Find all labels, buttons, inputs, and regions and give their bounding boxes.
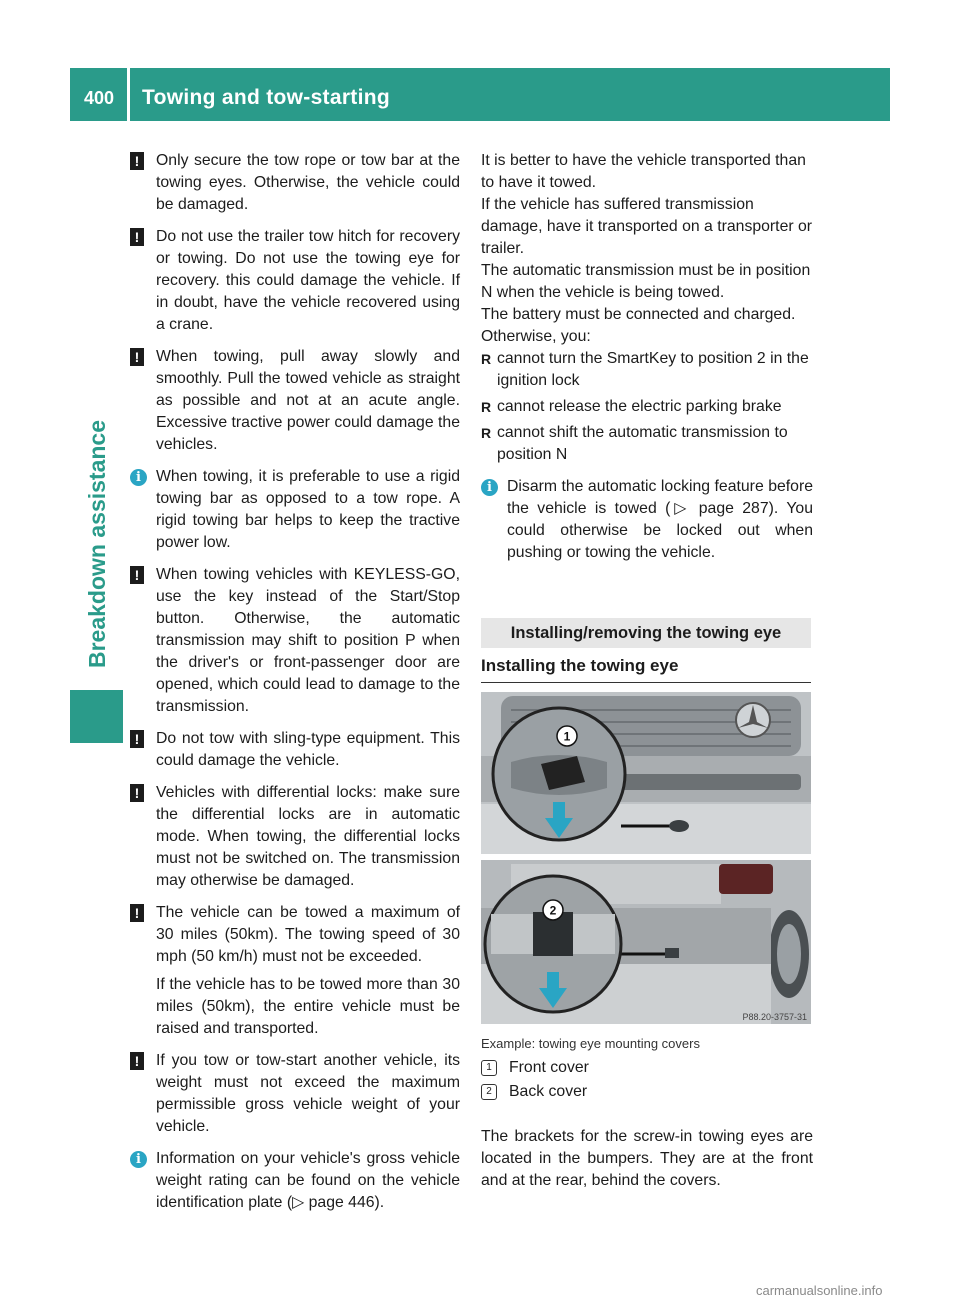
warning-icon: ! bbox=[130, 566, 144, 584]
watermark: carmanualsonline.info bbox=[756, 1283, 883, 1298]
warning-icon: ! bbox=[130, 784, 144, 802]
side-tab-marker bbox=[70, 690, 123, 743]
figure-caption: Example: towing eye mounting covers bbox=[481, 1036, 700, 1051]
bullet-icon: R bbox=[481, 425, 492, 441]
warning-note bbox=[130, 1050, 460, 1138]
towing-eye-cover-illustration bbox=[481, 692, 811, 1024]
subheading: Installing the towing eye bbox=[481, 656, 811, 683]
warning-icon: ! bbox=[130, 1052, 144, 1070]
front-air-intake bbox=[601, 774, 801, 790]
body-paragraph: If the vehicle has suffered transmission damage, have it transported on a transporter or trailer. bbox=[481, 196, 813, 257]
back-cover-location bbox=[665, 948, 679, 958]
note-text: Do not tow with sling-type equipment. This could damage the vehicle. bbox=[156, 730, 460, 769]
warning-note bbox=[130, 564, 460, 718]
page-number: 400 bbox=[84, 88, 115, 108]
warning-note bbox=[130, 346, 460, 456]
note-text: Do not use the trailer tow hitch for recovery or towing. Do not use the towing eye for recovery. this could damage the vehicle. If in doubt, have the vehicle recovered using a crane. bbox=[156, 228, 460, 333]
header-divider bbox=[127, 68, 130, 121]
bullet-list bbox=[481, 348, 813, 466]
closing-paragraph: The brackets for the screw-in towing eyes are located in the bumpers. They are at the front and at the rear, behind the covers. bbox=[481, 1127, 813, 1189]
note-text: Disarm the automatic locking feature before the vehicle is towed (▷ page 287). You could otherwise be locked out when pushing or towing the vehicle. bbox=[507, 478, 813, 561]
list-item: R cannot turn the SmartKey to position 2 in the ignition lock bbox=[481, 350, 809, 389]
list-item: R cannot shift the automatic transmission to position N bbox=[481, 424, 788, 463]
warning-icon: ! bbox=[130, 228, 144, 246]
warning-icon: ! bbox=[130, 348, 144, 366]
left-column bbox=[130, 150, 460, 1224]
warning-icon: ! bbox=[130, 152, 144, 170]
note-text: When towing, it is preferable to use a rigid towing bar as opposed to a tow rope. A rigid towing bar helps to keep the tractive power low. bbox=[156, 468, 460, 551]
figure-code: P88.20-3757-31 bbox=[742, 1012, 807, 1022]
bullet-icon: R bbox=[481, 351, 492, 367]
info-note bbox=[130, 1148, 460, 1214]
legend-item bbox=[481, 1056, 589, 1080]
note-text: Information on your vehicle's gross vehicle weight rating can be found on the vehicle identification plate (▷ page 446). bbox=[156, 1150, 460, 1211]
legend-number: 1 bbox=[481, 1060, 497, 1076]
info-icon: i bbox=[130, 1151, 147, 1168]
front-cover-location bbox=[669, 820, 689, 832]
callout-2-label: 2 bbox=[549, 903, 557, 918]
body-paragraph: It is better to have the vehicle transported than to have it towed. bbox=[481, 152, 806, 191]
legend-label: Back cover bbox=[509, 1083, 588, 1100]
note-text: When towing, pull away slowly and smoothly. Pull the towed vehicle as straight as possible and not at an acute angle. Excessive tractive power could damage the vehicles. bbox=[156, 348, 460, 453]
body-paragraph: The automatic transmission must be in position N when the vehicle is being towed. bbox=[481, 262, 811, 301]
legend-label: Front cover bbox=[509, 1059, 589, 1076]
legend-number: 2 bbox=[481, 1084, 497, 1100]
warning-note bbox=[130, 728, 460, 772]
note-text: If you tow or tow-start another vehicle, its weight must not exceed the maximum permissible gross vehicle weight of your vehicle. bbox=[156, 1052, 460, 1135]
info-icon: i bbox=[130, 469, 147, 486]
side-tab-label: Breakdown assistance bbox=[84, 419, 110, 668]
note-text: Only secure the tow rope or tow bar at the towing eyes. Otherwise, the vehicle could be damaged. bbox=[156, 152, 460, 213]
rear-wheel-rim bbox=[777, 924, 801, 984]
bullet-icon: R bbox=[481, 399, 492, 415]
warning-icon: ! bbox=[130, 730, 144, 748]
note-text: Vehicles with differential locks: make sure the differential locks are in automatic mode. When towing, the differential locks must not be switched on. The transmission may otherwise be damaged. bbox=[156, 784, 460, 889]
tail-light bbox=[719, 864, 773, 894]
warning-icon: ! bbox=[130, 904, 144, 922]
figure-legend bbox=[481, 1056, 589, 1104]
right-column bbox=[481, 150, 813, 574]
note-text: The vehicle can be towed a maximum of 30 miles (50km). The towing speed of 30 mph (50 km/h) must not be exceeded. bbox=[156, 904, 460, 965]
section-heading: Installing/removing the towing eye bbox=[481, 618, 811, 648]
legend-item bbox=[481, 1080, 589, 1104]
warning-note bbox=[130, 782, 460, 892]
body-paragraph: The battery must be connected and charged. Otherwise, you: bbox=[481, 306, 796, 345]
info-note bbox=[130, 466, 460, 554]
info-note bbox=[481, 476, 813, 564]
warning-note bbox=[130, 226, 460, 336]
note-text: When towing vehicles with KEYLESS-GO, use the key instead of the Start/Stop button. Otherwise, the automatic transmission may shift to position P when the driver's or front-passenger door are opened, which could lead to damage to the transmission. bbox=[156, 566, 460, 715]
warning-note bbox=[130, 902, 460, 1040]
info-icon: i bbox=[481, 479, 498, 496]
list-item: R cannot release the electric parking brake bbox=[481, 396, 813, 418]
note-text: If the vehicle has to be towed more than 30 miles (50km), the entire vehicle must be raised and transported. bbox=[156, 976, 460, 1037]
chapter-title: Towing and tow-starting bbox=[142, 86, 390, 109]
callout-1-label: 1 bbox=[563, 729, 571, 744]
warning-note bbox=[130, 150, 460, 216]
